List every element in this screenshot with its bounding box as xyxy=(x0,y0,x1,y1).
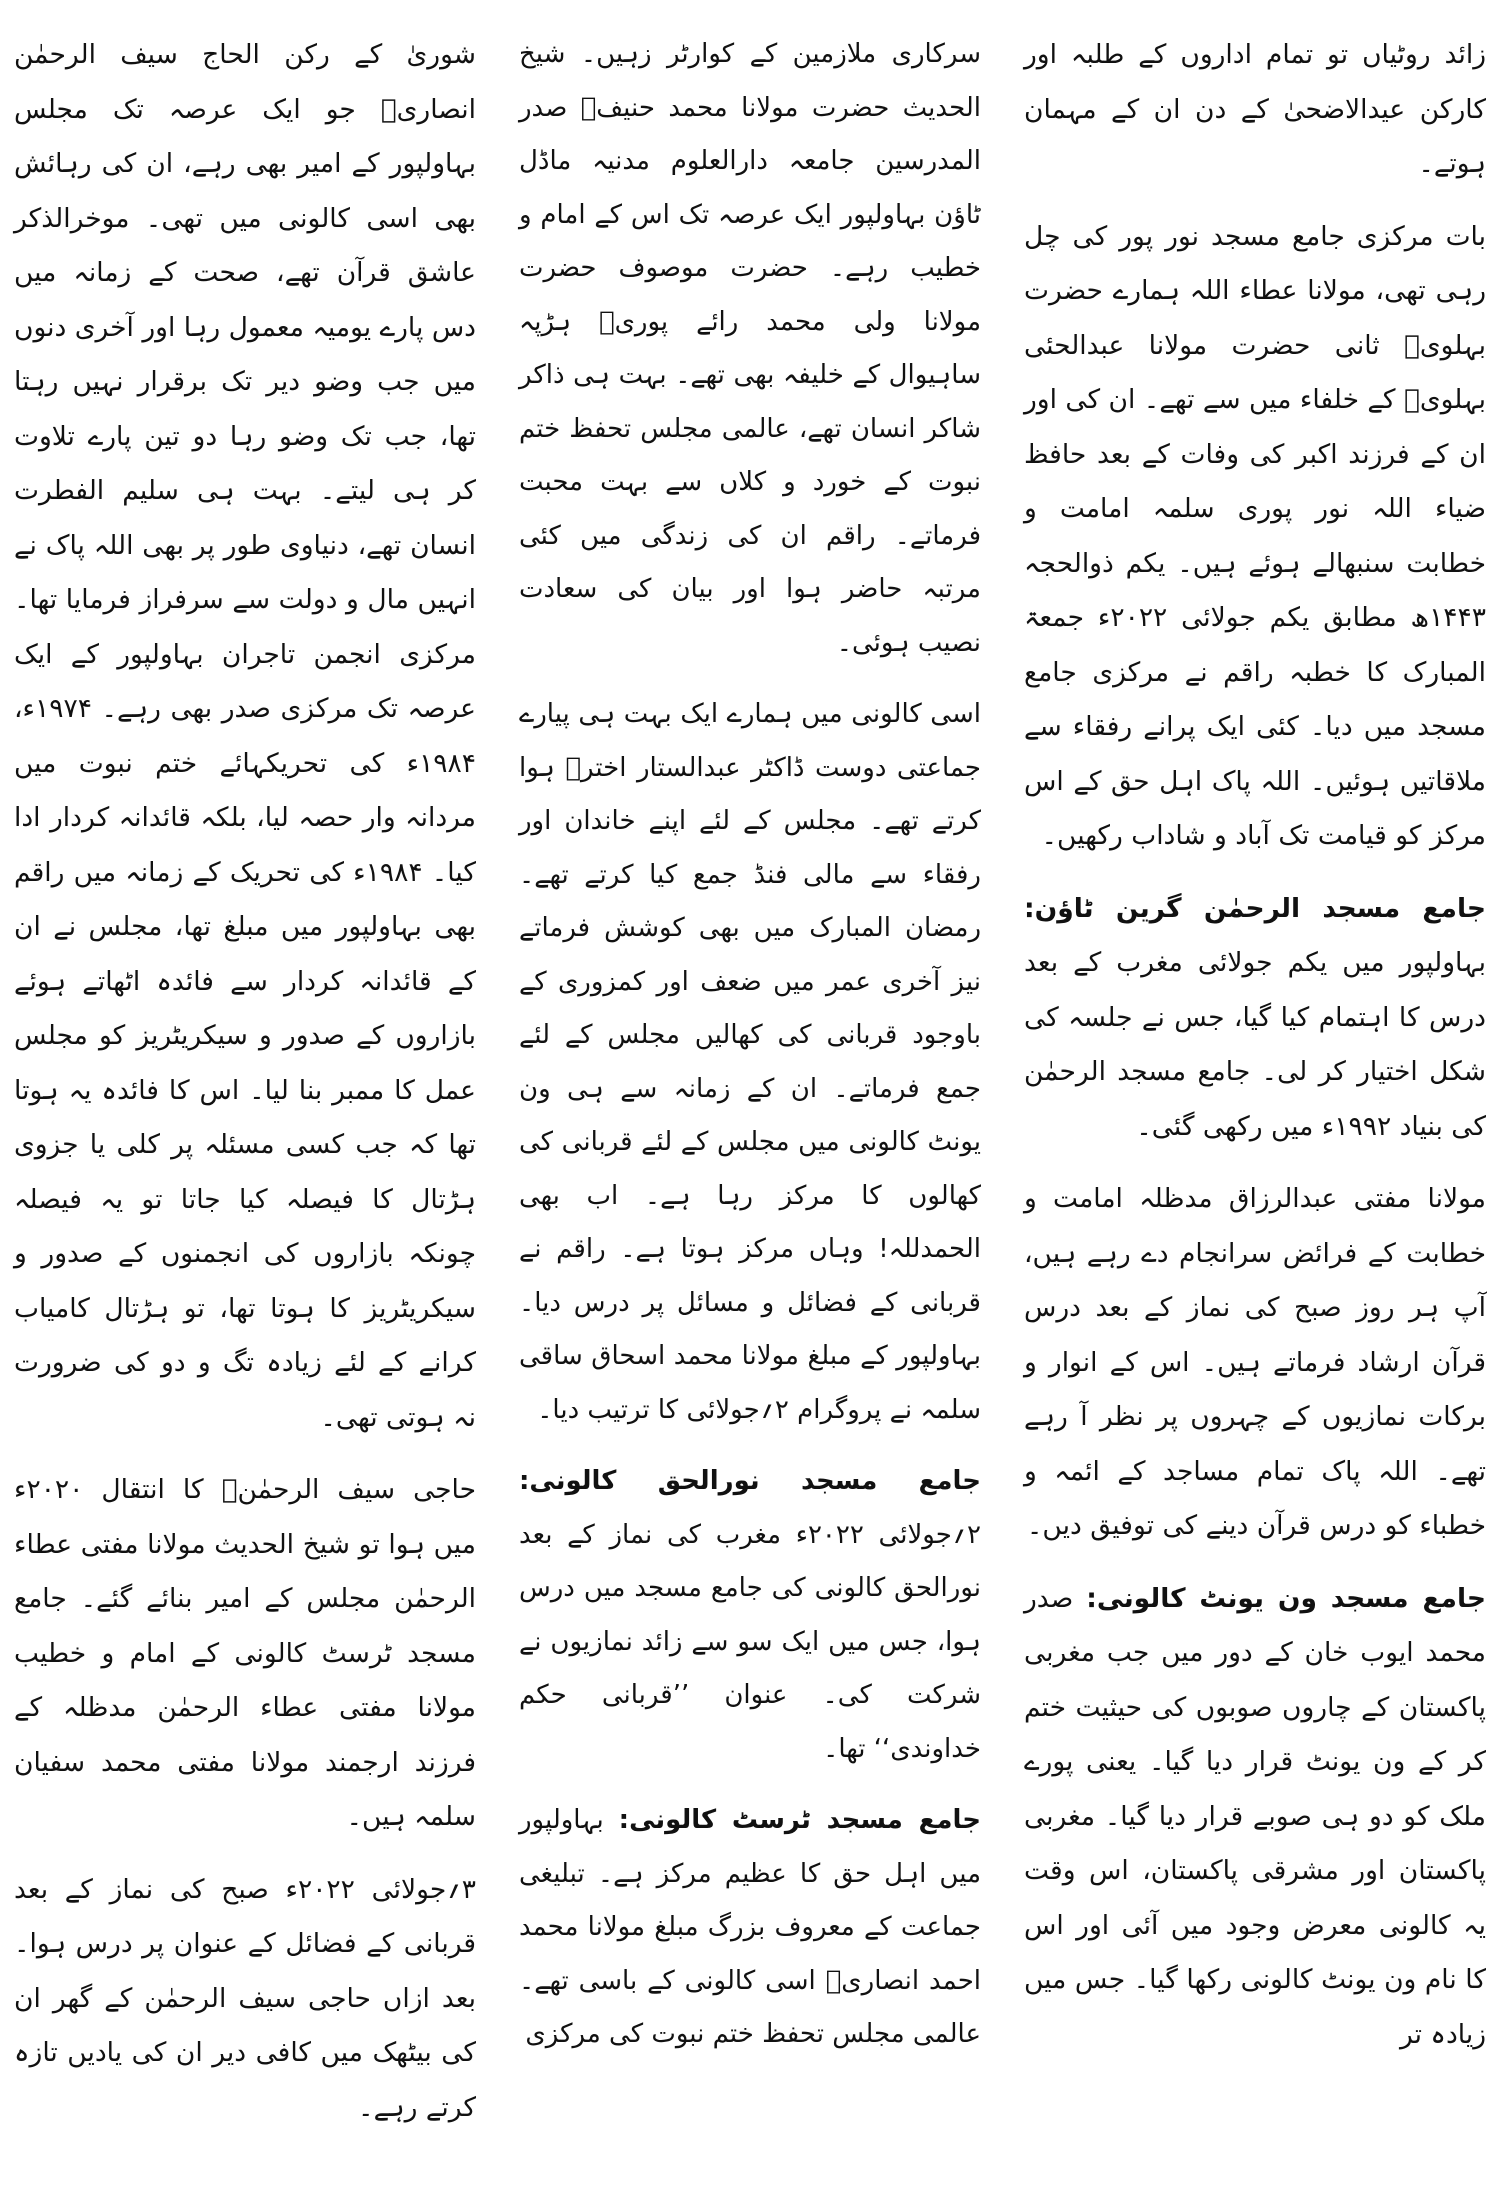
paragraph: سرکاری ملازمین کے کوارٹر زہیں۔ شیخ الحدیث حضرت مولانا محمد حنیفؒ صدر المدرسین جامعہ دارالعلوم مدنیہ ماڈل ٹاؤن بہاولپور ایک عرصہ تک اس کے امام و خطیب رہے۔ حضرت موصوف حضرت مولانا ولی محمد رائے پوریؒ ہڑپہ ساہیوال کے خلیفہ بھی تھے۔ بہت ہی ذاکر شاکر انسان تھے، عالمی مجلس تحفظ ختم نبوت کے خورد و کلاں سے بہت محبت فرماتے۔ راقم ان کی زندگی میں کئی مرتبہ حاضر ہوا اور بیان کی سعادت نصیب ہوئی۔ xyxy=(519,39,981,658)
section-heading: جامع مسجد الرحمٰن گرین ٹاؤن: xyxy=(1024,892,1486,924)
paragraph: شوریٰ کے رکن الحاج سیف الرحمٰن انصاریؒ جو ایک عرصہ تک مجلس بہاولپور کے امیر بھی رہے، ان کی رہائش بھی اسی کالونی میں تھی۔ موخرالذکر عاشق قرآن تھے، صحت کے زمانہ میں دس پارے یومیہ معمول رہا اور آخری دنوں میں جب وضو دیر تک برقرار نہیں رہتا تھا، جب تک وضو رہا دو تین پارے تلاوت کر ہی لیتے۔ بہت ہی سلیم الفطرت انسان تھے، دنیاوی طور پر بھی اللہ پاک نے انہیں مال و دولت سے سرفراز فرمایا تھا۔ مرکزی انجمن تاجران بہاولپور کے ایک عرصہ تک مرکزی صدر بھی رہے۔ ۱۹۷۴ء، ۱۹۸۴ء کی تحریکہائے ختم نبوت میں مردانہ وار حصہ لیا، بلکہ قائدانہ کردار ادا کیا۔ ۱۹۸۴ء کی تحریک کے زمانہ میں راقم بھی بہاولپور میں مبلغ تھا، مجلس نے ان کے قائدانہ کردار سے فائدہ اٹھاتے ہوئے بازاروں کے صدور و سیکریٹریز کو مجلس عمل کا ممبر بنا لیا۔ اس کا فائدہ یہ ہوتا تھا کہ جب کسی مسئلہ پر کلی یا جزوی ہڑتال کا فیصلہ کیا جاتا تو یہ فیصلہ چونکہ بازاروں کی انجمنوں کے صدور و سیکریٹریز کا ہوتا تھا، تو ہڑتال کامیاب کرانے کے لئے زیادہ تگ و دو کی ضرورت نہ ہوتی تھی۔ xyxy=(14,39,476,1433)
paragraph xyxy=(1024,882,1486,1155)
text-column-middle xyxy=(519,28,981,2080)
paragraph-text: صدر محمد ایوب خان کے دور میں جب مغربی پاکستان کے چاروں صوبوں کی حیثیت ختم کر کے ون یونٹ قرار دیا گیا۔ یعنی پورے ملک کو دو ہی صوبے قرار دیا گیا۔ مغربی پاکستان اور مشرقی پاکستان، اس وقت یہ کالونی معرض وجود میں آئی اور اس کا نام ون یونٹ کالونی رکھا گیا۔ جس میں زیادہ تر xyxy=(1024,1582,1486,2050)
paragraph: مولانا مفتی عبدالرزاق مدظلہ امامت و خطابت کے فرائض سرانجام دے رہے ہیں، آپ ہر روز صبح کی نماز کے بعد درس قرآن ارشاد فرماتے ہیں۔ اس کے انوار و برکات نمازیوں کے چہروں پر نظر آ رہے تھے۔ اللہ پاک تمام مساجد کے ائمہ و خطباء کو درس قرآن دینے کی توفیق دیں۔ xyxy=(1024,1183,1486,1541)
text-column-left xyxy=(14,28,476,2153)
paragraph-text: بہاولپور میں یکم جولائی مغرب کے بعد درس کا اہتمام کیا گیا، جس نے جلسہ کی شکل اختیار کر لی۔ جامع مسجد الرحمٰن کی بنیاد ۱۹۹۲ء میں رکھی گئی۔ xyxy=(1024,947,1486,1142)
paragraph-text: ۲؍جولائی ۲۰۲۲ء مغرب کی نماز کے بعد نورالحق کالونی کی جامع مسجد میں درس ہوا، جس میں ایک سو سے زائد نمازیوں نے شرکت کی۔ عنوان ’’قربانی حکم خداوندی‘‘ تھا۔ xyxy=(519,1519,981,1764)
paragraph: زائد روٹیاں تو تمام اداروں کے طلبہ اور کارکن عیدالاضحیٰ کے دن ان کے مہمان ہوتے۔ xyxy=(1024,39,1486,179)
paragraph xyxy=(1024,1572,1486,2063)
paragraph: اسی کالونی میں ہمارے ایک بہت ہی پیارے جماعتی دوست ڈاکٹر عبدالستار اخترؒ ہوا کرتے تھے۔ مجلس کے لئے اپنے خاندان اور رفقاء سے مالی فنڈ جمع کیا کرتے تھے۔ رمضان المبارک میں بھی کوشش فرماتے نیز آخری عمر میں ضعف اور کمزوری کے باوجود قربانی کی کھالیں مجلس کے لئے جمع فرماتے۔ ان کے زمانہ سے ہی ون یونٹ کالونی میں مجلس کے لئے قربانی کی کھالوں کا مرکز رہا ہے۔ اب بھی الحمدللہ! وہاں مرکز ہوتا ہے۔ راقم نے قربانی کے فضائل و مسائل پر درس دیا۔ بہاولپور کے مبلغ مولانا محمد اسحاق ساقی سلمہ نے پروگرام ۲؍جولائی کا ترتیب دیا۔ xyxy=(519,699,981,1425)
paragraph: ۳؍جولائی ۲۰۲۲ء صبح کی نماز کے بعد قربانی کے فضائل کے عنوان پر درس ہوا۔ بعد ازاں حاجی سیف الرحمٰن کے گھر ان کی بیٹھک میں کافی دیر ان کی یادیں تازہ کرتے رہے۔ xyxy=(14,1873,476,2123)
paragraph: بات مرکزی جامع مسجد نور پور کی چل رہی تھی، مولانا عطاء اللہ ہمارے حضرت بہلویؒ ثانی حضرت مولانا عبدالحئی بہلویؒ کے خلفاء میں سے تھے۔ ان کی اور ان کے فرزند اکبر کی وفات کے بعد حافظ ضیاء اللہ نور پوری سلمہ امامت و خطابت سنبھالے ہوئے ہیں۔ یکم ذوالحجہ ۱۴۴۳ھ مطابق یکم جولائی ۲۰۲۲ء جمعۃ المبارک کا خطبہ راقم نے مرکزی جامع مسجد میں دیا۔ کئی ایک پرانے رفقاء سے ملاقاتیں ہوئیں۔ اللہ پاک اہل حق کے اس مرکز کو قیامت تک آباد و شاداب رکھیں۔ xyxy=(1024,220,1486,851)
text-column-right xyxy=(1024,28,1486,2080)
paragraph: حاجی سیف الرحمٰنؒ کا انتقال ۲۰۲۰ء میں ہوا تو شیخ الحدیث مولانا مفتی عطاء الرحمٰن مجلس کے امیر بنائے گئے۔ جامع مسجد ٹرسٹ کالونی کے امام و خطیب مولانا مفتی عطاء الرحمٰن مدظلہ کے فرزند ارجمند مولانا مفتی محمد سفیان سلمہ ہیں۔ xyxy=(14,1474,476,1832)
paragraph xyxy=(519,1455,981,1776)
section-heading: جامع مسجد نورالحق کالونی: xyxy=(519,1466,981,1496)
section-heading: جامع مسجد ون یونٹ کالونی: xyxy=(1086,1582,1487,1614)
paragraph-text: بہاولپور میں اہل حق کا عظیم مرکز ہے۔ تبلیغی جماعت کے معروف بزرگ مبلغ مولانا محمد احمد انصاریؒ اسی کالونی کے باسی تھے۔ عالمی مجلس تحفظ ختم نبوت کی مرکزی xyxy=(519,1805,981,2049)
paragraph xyxy=(519,1794,981,2062)
section-heading: جامع مسجد ٹرسٹ کالونی: xyxy=(618,1805,982,1835)
